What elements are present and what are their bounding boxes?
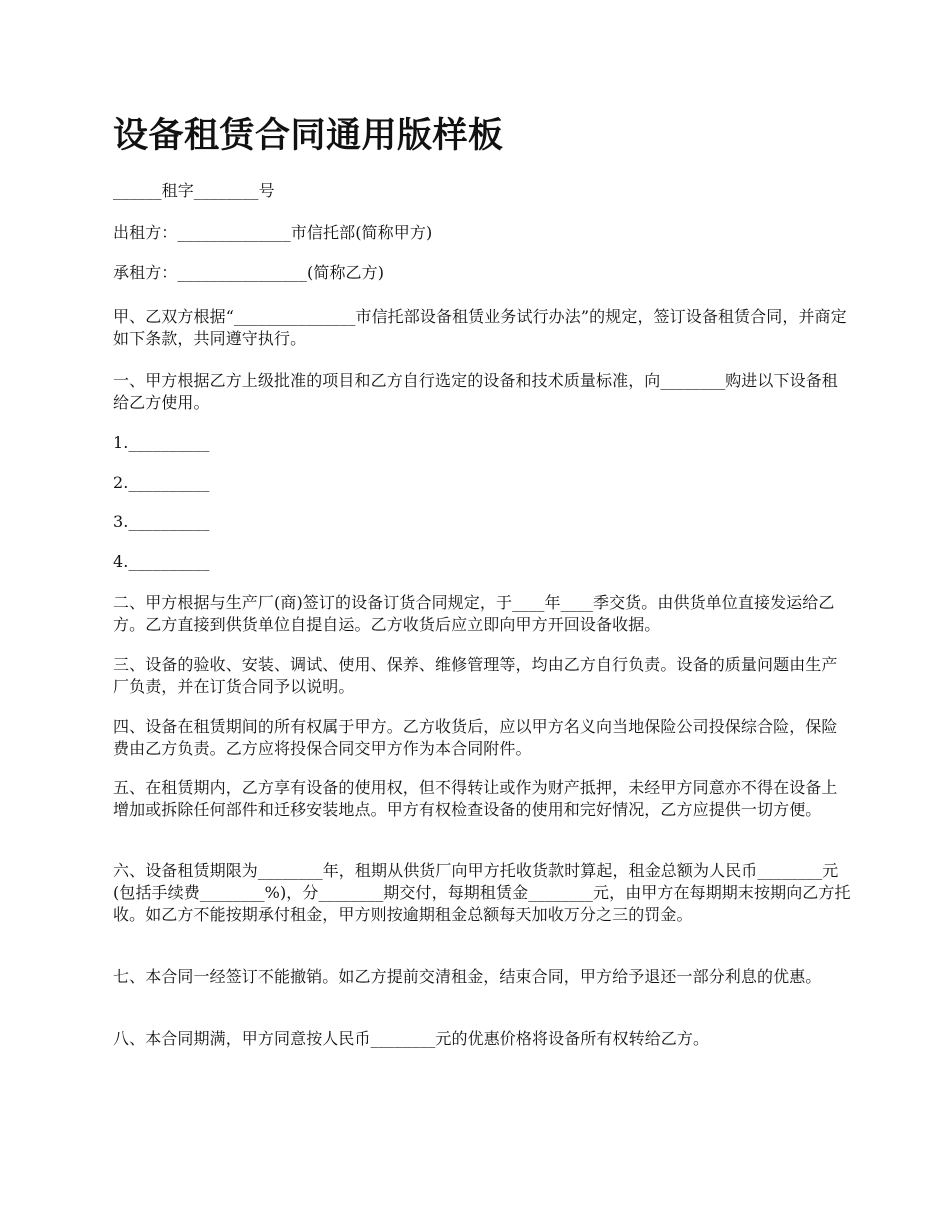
equipment-item-1: 1.__________ bbox=[113, 433, 210, 452]
clause-2-paragraph: 二、甲方根据与生产厂(商)签订的设备订货合同规定，于____年____季交货。由供货单位直接发运给乙方。乙方直接到供货单位自提自运。乙方收货后应立即向甲方开回设备收据。 bbox=[113, 593, 835, 634]
contract-number-line: ______租字________号 bbox=[113, 181, 275, 200]
lessee-line: 承租方：________________(简称乙方) bbox=[113, 263, 385, 282]
clause-5-paragraph: 五、在租赁期内，乙方享有设备的使用权，但不得转让或作为财产抵押，未经甲方同意亦不得在设备上增加或拆除任何部件和迁移安装地点。甲方有权检查设备的使用和完好情况，乙方应提供一切方便。 bbox=[113, 778, 838, 819]
clause-8-paragraph: 八、本合同期满，甲方同意按人民币________元的优惠价格将设备所有权转给乙方。 bbox=[113, 1029, 710, 1048]
clause-6-paragraph: 六、设备租赁期限为________年，租期从供货厂向甲方托收货款时算起，租金总额为人民币________元(包括手续费________%)，分________期交付，每期租赁金________元，由甲方在每期期末按期向乙方托收。如乙方不能按期承付租金，甲方则按逾期租金总额每天加收万分之三的罚金。 bbox=[113, 861, 851, 924]
equipment-item-2: 2.__________ bbox=[113, 473, 210, 492]
equipment-item-3: 3.__________ bbox=[113, 512, 210, 531]
preamble-paragraph: 甲、乙双方根据“_______________市信托部设备租赁业务试行办法”的规定，签订设备租赁合同，并商定如下条款，共同遵守执行。 bbox=[113, 307, 847, 348]
equipment-item-4: 4.__________ bbox=[113, 552, 210, 571]
clause-3-paragraph: 三、设备的验收、安装、调试、使用、保养、维修管理等，均由乙方自行负责。设备的质量问题由生产厂负责，并在订货合同予以说明。 bbox=[113, 655, 838, 696]
lessor-line: 出租方：______________市信托部(简称甲方) bbox=[113, 223, 433, 242]
document-title: 设备租赁合同通用版样板 bbox=[113, 115, 504, 156]
clause-4-paragraph: 四、设备在租赁期间的所有权属于甲方。乙方收货后，应以甲方名义向当地保险公司投保综合险，保险费由乙方负责。乙方应将投保合同交甲方作为本合同附件。 bbox=[113, 717, 838, 758]
clause-1-paragraph: 一、甲方根据乙方上级批准的项目和乙方自行选定的设备和技术质量标准，向________购进以下设备租给乙方使用。 bbox=[113, 371, 838, 412]
clause-7-paragraph: 七、本合同一经签订不能撤销。如乙方提前交清租金，结束合同，甲方给予退还一部分利息的优惠。 bbox=[113, 967, 822, 986]
